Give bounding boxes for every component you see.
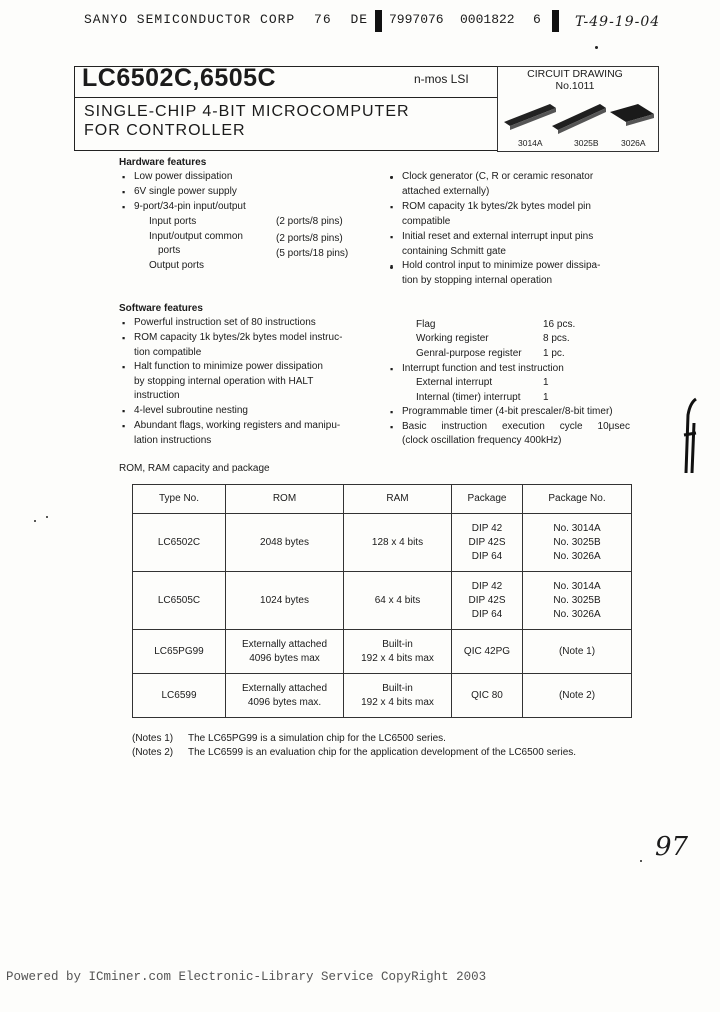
cell-package: QIC 80	[452, 674, 523, 718]
col-header-rom: ROM	[226, 485, 344, 514]
sw-timer: ▪ Programmable timer (4-bit prescaler/8-bit timer)	[402, 405, 613, 420]
col-header-ram: RAM	[344, 485, 452, 514]
package-caption-2: 3025B	[574, 138, 599, 148]
scan-speck	[390, 176, 393, 179]
dip64-package-image	[610, 104, 654, 126]
hw-right-2-line-2: compatible	[402, 215, 451, 227]
dip42s-package-image	[552, 104, 606, 134]
rom-line: 4096 bytes max	[249, 652, 320, 664]
capacity-table	[132, 484, 632, 718]
package-no-line: No. 3025B	[553, 536, 601, 548]
interrupt-value-external: 1	[543, 377, 549, 388]
register-value-working: 8 pcs.	[543, 333, 570, 344]
sw-feature-2	[134, 331, 342, 360]
port-value-1: (2 ports/8 pins)	[276, 216, 343, 227]
hw-right-1-line-2: attached externally)	[402, 185, 490, 197]
scan-mark	[375, 10, 382, 32]
table-row	[133, 674, 632, 718]
col-header-type: Type No.	[133, 485, 226, 514]
hw-right-2	[402, 200, 591, 229]
hw-right-1	[402, 170, 593, 199]
handwritten-ref: T-49-19-04	[575, 14, 661, 30]
scan-header-line	[84, 12, 378, 27]
package-line: DIP 64	[471, 550, 503, 562]
register-label-working: Working register	[416, 333, 489, 344]
title-line-1: SINGLE-CHIP 4-BIT MICROCOMPUTER	[84, 103, 410, 120]
cell-package-no	[523, 572, 632, 630]
note-2	[132, 745, 576, 760]
scan-speck	[595, 46, 598, 49]
sw-feature-1-line-1: ▪ Powerful instruction set of 80 instructions	[134, 317, 316, 328]
sw-feature-3-line-3: instruction	[134, 390, 180, 402]
package-photos	[500, 96, 656, 140]
circuit-drawing-number: No.1011	[555, 80, 595, 92]
header-code-3: 7997076	[389, 12, 444, 27]
package-no-line: No. 3025B	[553, 594, 601, 606]
cell-type: LC65PG99	[133, 630, 226, 674]
package-no-line: No. 3014A	[553, 522, 601, 534]
table-row	[133, 572, 632, 630]
sw-feature-2-line-1: ▪ ROM capacity 1k bytes/2k bytes model instruc-	[134, 332, 343, 343]
document-title	[84, 102, 410, 140]
hw-feature-1: ▪ Low power dissipation	[134, 170, 232, 185]
rom-line: 4096 bytes max.	[247, 696, 322, 708]
package-caption-3: 3026A	[621, 138, 646, 148]
port-label-2: Input/output common	[149, 231, 243, 242]
package-line: DIP 64	[471, 608, 503, 620]
scan-speck	[390, 266, 393, 269]
sw-feature-3	[134, 360, 323, 404]
sw-feature-3-line-2: by stopping internal operation with HALT	[134, 375, 314, 387]
hw-feature-3: ▪ 9-port/34-pin input/output	[134, 200, 246, 215]
cell-ram	[344, 630, 452, 674]
software-heading: Software features	[119, 303, 203, 314]
sw-exec-freq: (clock oscillation frequency 400kHz)	[402, 435, 562, 446]
circuit-drawing-label	[520, 68, 630, 92]
hw-right-4-line-1: ▪ Hold control input to minimize power dissipa-	[402, 260, 601, 271]
package-no-line: No. 3026A	[553, 608, 601, 620]
cell-package	[452, 572, 523, 630]
cell-ram	[344, 674, 452, 718]
sw-feature-2-line-2: tion compatible	[134, 346, 202, 358]
package-line: DIP 42	[471, 580, 503, 592]
port-label-1: Input ports	[149, 216, 197, 227]
hw-right-1-line-1: ▪ Clock generator (C, R or ceramic resonator	[402, 171, 594, 182]
footer-copyright: Powered by ICminer.com Electronic-Library Service CopyRight 2003	[6, 970, 487, 984]
sw-feature-5-line-1: ▪ Abundant flags, working registers and manipu-	[134, 420, 341, 431]
cell-ram: 128 x 4 bits	[344, 514, 452, 572]
table-row	[133, 514, 632, 572]
note-2-label: (Notes 2)	[132, 747, 174, 758]
hw-feature-2: ▪ 6V single power supply	[134, 185, 237, 200]
cell-type: LC6502C	[133, 514, 226, 572]
port-value-3: (5 ports/18 pins)	[276, 248, 349, 259]
technology-label: n-mos LSI	[414, 72, 469, 86]
interrupt-label-external: External interrupt	[416, 377, 493, 388]
note-1-text: The LC65PG99 is a simulation chip for the LC6500 series.	[188, 733, 446, 744]
register-label-flag: Flag	[416, 319, 436, 330]
col-header-package-no: Package No.	[523, 485, 632, 514]
sw-feature-5	[134, 419, 340, 448]
title-line-2: FOR CONTROLLER	[84, 122, 246, 139]
note-1-label: (Notes 1)	[132, 733, 174, 744]
sw-exec-cycle: ▪ Basic instruction execution cycle 10μsec	[402, 420, 630, 435]
cell-package-no: (Note 1)	[523, 630, 632, 674]
cell-rom	[226, 674, 344, 718]
header-code-2: DE	[350, 12, 369, 27]
cell-ram: 64 x 4 bits	[344, 572, 452, 630]
header-code-5: 6	[533, 12, 541, 27]
page-number: 97	[655, 832, 689, 862]
sw-interrupt-heading: ▪ Interrupt function and test instruction	[402, 362, 564, 377]
sw-feature-1	[134, 316, 316, 331]
hw-right-3	[402, 230, 593, 259]
hw-right-3-line-1: ▪ Initial reset and external interrupt input pins	[402, 231, 594, 242]
hardware-heading: Hardware features	[119, 157, 207, 168]
scan-speck	[34, 520, 36, 522]
cell-type: LC6599	[133, 674, 226, 718]
cell-rom: 1024 bytes	[226, 572, 344, 630]
sw-feature-5-line-2: lation instructions	[134, 434, 212, 446]
hw-right-4	[402, 259, 600, 288]
ram-line: 192 x 4 bits max	[361, 696, 434, 708]
package-line: DIP 42S	[468, 594, 506, 606]
table-row	[133, 630, 632, 674]
port-label-3: ports	[158, 245, 181, 256]
rom-line: Externally attached	[241, 638, 328, 650]
sw-feature-4-line-1: ▪ 4-level subroutine nesting	[134, 405, 248, 416]
cell-rom: 2048 bytes	[226, 514, 344, 572]
cell-rom	[226, 630, 344, 674]
cell-type: LC6505C	[133, 572, 226, 630]
cell-package: QIC 42PG	[452, 630, 523, 674]
header-code-1: 76	[314, 12, 332, 27]
interrupt-value-internal: 1	[543, 392, 549, 403]
register-value-flag: 16 pcs.	[543, 319, 576, 330]
capacity-heading: ROM, RAM capacity and package	[119, 463, 270, 474]
cell-package	[452, 514, 523, 572]
sw-feature-4	[134, 404, 248, 419]
hw-right-2-line-1: ▪ ROM capacity 1k bytes/2k bytes model pin	[402, 201, 591, 212]
header-code-4: 0001822	[460, 12, 515, 27]
scan-artifact-mark	[680, 395, 704, 475]
ram-line: 192 x 4 bits max	[361, 652, 434, 664]
sw-feature-3-line-1: ▪ Halt function to minimize power dissipation	[134, 361, 323, 372]
hw-right-4-line-2: tion by stopping internal operation	[402, 274, 553, 286]
interrupt-label-internal: Internal (timer) interrupt	[416, 392, 521, 403]
scan-mark	[552, 10, 559, 32]
cell-package-no	[523, 514, 632, 572]
table-header-row	[133, 485, 632, 514]
note-1	[132, 731, 446, 746]
package-caption-1: 3014A	[518, 138, 543, 148]
package-line: DIP 42	[471, 522, 503, 534]
part-number: LC6502C,6505C	[82, 64, 277, 92]
port-label-4: Output ports	[149, 260, 205, 271]
register-value-general: 1 pc.	[543, 348, 565, 359]
rom-line: Externally attached	[241, 682, 328, 694]
col-header-package: Package	[452, 485, 523, 514]
package-no-line: No. 3014A	[553, 580, 601, 592]
register-label-general: Genral-purpose register	[416, 348, 522, 359]
circuit-drawing-title: CIRCUIT DRAWING	[527, 68, 623, 80]
scan-speck	[46, 516, 48, 518]
hw-right-3-line-2: containing Schmitt gate	[402, 245, 506, 257]
note-2-text: The LC6599 is an evaluation chip for the application development of the LC6500 series.	[188, 747, 577, 758]
company-name: SANYO SEMICONDUCTOR CORP	[84, 12, 296, 27]
package-line: DIP 42S	[468, 536, 506, 548]
cell-package-no: (Note 2)	[523, 674, 632, 718]
ram-line: Built-in	[382, 682, 413, 694]
ram-line: Built-in	[382, 638, 413, 650]
package-no-line: No. 3026A	[553, 550, 601, 562]
scan-speck	[640, 860, 642, 862]
dip42-package-image	[504, 104, 556, 130]
port-value-2: (2 ports/8 pins)	[276, 233, 343, 244]
